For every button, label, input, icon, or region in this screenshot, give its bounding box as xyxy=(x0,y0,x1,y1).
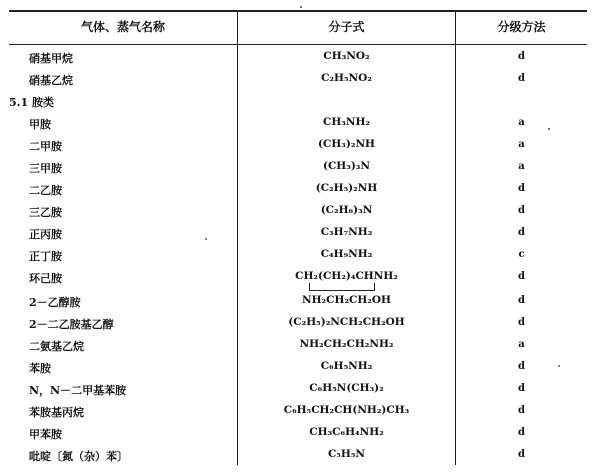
header-formula: 分子式 xyxy=(328,20,365,34)
classification-method: d xyxy=(518,427,525,438)
gas-name: 2－二乙胺基乙醇 xyxy=(29,318,114,331)
table-row xyxy=(9,313,587,335)
molecular-formula: CH₃C₆H₄NH₂ xyxy=(309,426,384,438)
scan-speck xyxy=(558,365,560,367)
molecular-formula: (C₂H₅)₂NH xyxy=(315,182,378,194)
classification-method: d xyxy=(518,383,525,394)
scan-speck xyxy=(548,128,550,130)
molecular-formula: C₆H₅CH₂CH(NH₂)CH₃ xyxy=(283,404,410,416)
classification-method: d xyxy=(518,205,525,216)
classification-method: a xyxy=(518,339,525,350)
gas-name: 硝基乙烷 xyxy=(29,74,73,87)
table-row xyxy=(9,223,587,245)
classification-method: d xyxy=(518,295,525,306)
table-row xyxy=(9,201,587,223)
molecular-formula: CH₂(CH₂)₄CHNH₂ xyxy=(295,270,398,282)
molecular-formula: (C₂H₅)₂NCH₂CH₂OH xyxy=(288,316,405,328)
section-title: 5.1 胺类 xyxy=(9,96,54,109)
table-row xyxy=(9,445,587,467)
table-row xyxy=(9,357,587,379)
table-row xyxy=(9,157,587,179)
table-row xyxy=(9,423,587,445)
classification-method: d xyxy=(518,73,525,84)
classification-method: d xyxy=(518,317,525,328)
gas-name: 正丙胺 xyxy=(29,228,62,241)
classification-method: d xyxy=(518,51,525,62)
classification-method: c xyxy=(518,249,525,260)
gas-name: 2－乙醇胺 xyxy=(29,296,81,309)
gas-name: 苯胺基丙烷 xyxy=(29,406,84,419)
table-row xyxy=(9,379,587,401)
gas-name: N，N－二甲基苯胺 xyxy=(29,384,127,397)
classification-method: d xyxy=(518,227,525,238)
classification-method: d xyxy=(518,405,525,416)
table-row xyxy=(9,401,587,423)
molecular-formula: C₃H₇NH₂ xyxy=(320,226,373,238)
classification-method: a xyxy=(518,139,525,150)
gas-name: 二氨基乙烷 xyxy=(29,340,84,353)
molecular-formula: (CH₃)₂NH xyxy=(318,138,375,150)
gas-name: 二乙胺 xyxy=(29,184,62,197)
gas-name: 吡啶〔氮（杂）苯〕 xyxy=(29,450,128,463)
header-method: 分级方法 xyxy=(497,20,546,34)
classification-method: d xyxy=(518,361,525,372)
gas-name: 硝基甲烷 xyxy=(29,52,73,65)
gas-name: 二甲胺 xyxy=(29,140,62,153)
table-row xyxy=(9,69,587,91)
gas-name: 甲胺 xyxy=(29,118,51,131)
table-row xyxy=(9,179,587,201)
classification-method: d xyxy=(518,449,525,460)
classification-method: a xyxy=(518,117,525,128)
molecular-formula: CH₃NO₂ xyxy=(323,50,370,62)
molecular-formula: C₆H₅NH₂ xyxy=(320,360,373,372)
molecular-formula: C₅H₅N xyxy=(327,448,366,460)
molecular-formula: NH₂CH₂CH₂NH₂ xyxy=(299,338,394,350)
header-name: 气体、蒸气名称 xyxy=(80,20,165,34)
gas-name: 环己胺 xyxy=(29,272,62,285)
molecular-formula: CH₃NH₂ xyxy=(323,116,370,128)
table-row xyxy=(9,47,587,69)
scan-speck xyxy=(300,6,302,8)
section-heading xyxy=(9,91,587,113)
table-row xyxy=(9,113,587,135)
molecular-formula: NH₂CH₂CH₂OH xyxy=(302,294,391,306)
classification-method: a xyxy=(518,161,525,172)
table-row xyxy=(9,245,587,267)
scan-speck xyxy=(205,238,207,240)
molecular-formula: C₂H₅NO₂ xyxy=(321,72,372,84)
header-rule xyxy=(9,44,587,45)
table-row xyxy=(9,267,587,289)
table-row xyxy=(9,291,587,313)
classification-method: d xyxy=(518,271,525,282)
molecular-formula: C₆H₅N(CH₃)₂ xyxy=(309,382,384,394)
classification-method: d xyxy=(518,183,525,194)
table-row xyxy=(9,335,587,357)
gas-name: 苯胺 xyxy=(29,362,51,375)
gas-name: 正丁胺 xyxy=(29,250,62,263)
table-row xyxy=(9,135,587,157)
molecular-formula: C₄H₉NH₂ xyxy=(320,248,373,260)
ring-bracket xyxy=(309,283,375,291)
molecular-formula: (CH₃)₃N xyxy=(322,160,370,172)
molecular-formula: (C₂H₆)₃N xyxy=(320,204,373,216)
gas-name: 三甲胺 xyxy=(29,162,62,175)
gas-name: 甲苯胺 xyxy=(29,428,62,441)
gas-name: 三乙胺 xyxy=(29,206,62,219)
